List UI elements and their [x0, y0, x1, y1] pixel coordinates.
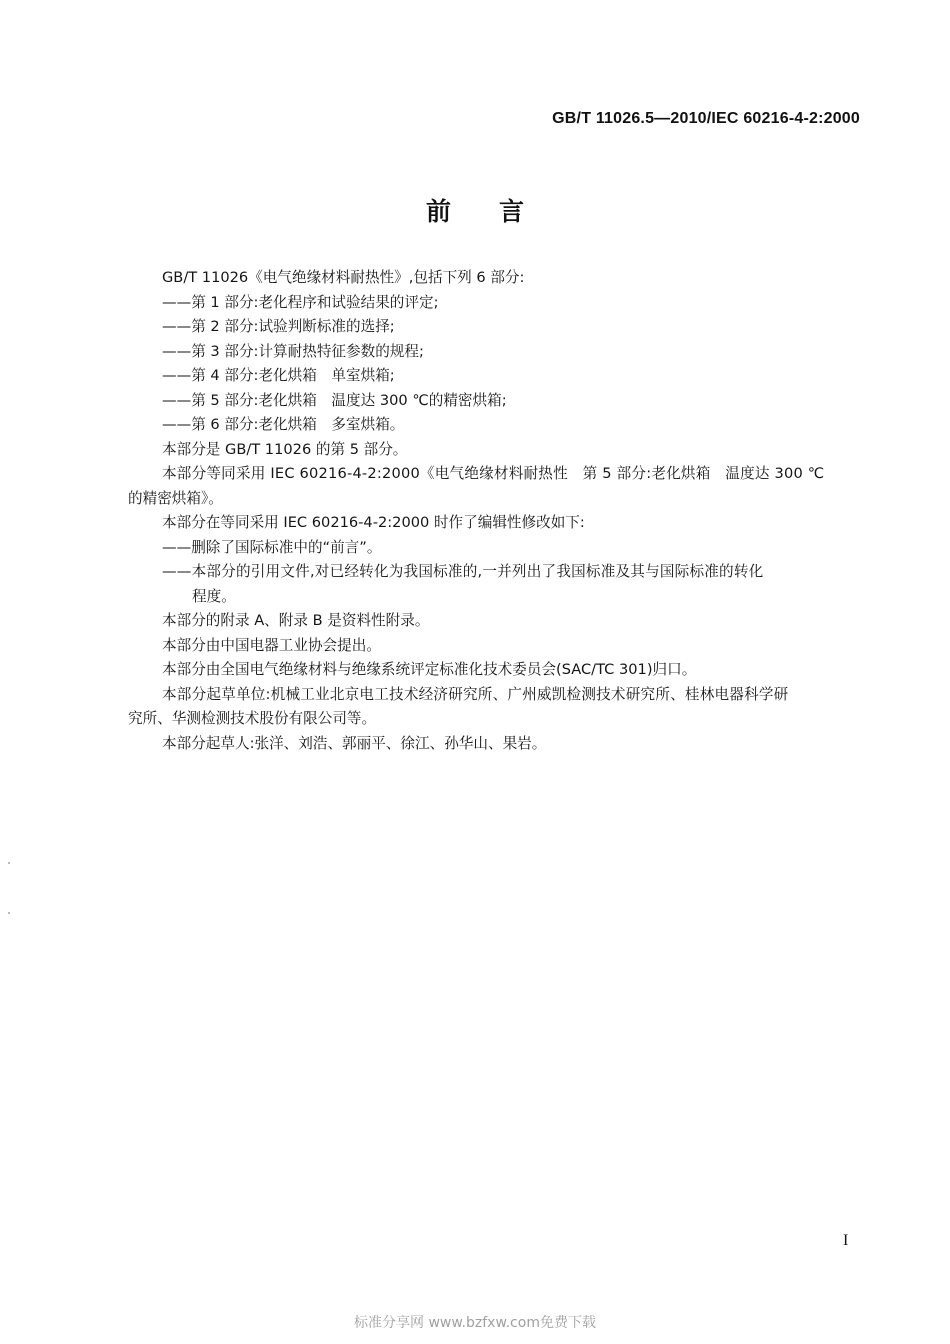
paragraph-annexes: 本部分的附录 A、附录 B 是资料性附录。 — [162, 612, 430, 629]
list-item-part-2: ——第 2 部分:试验判断标准的选择; — [162, 318, 395, 335]
title-char-2: 言 — [499, 197, 525, 226]
page-title — [0, 192, 950, 228]
paragraph-adoption-line-1: 本部分等同采用 IEC 60216-4-2:2000《电气绝缘材料耐热性 第 5 部分:老化烘箱 温度达 300 ℃ — [162, 465, 825, 482]
paragraph-proposed-by: 本部分由中国电器工业协会提出。 — [162, 636, 381, 654]
paragraph-adoption-line-2: 的精密烘箱》。 — [128, 489, 223, 507]
list-item-part-4: ——第 4 部分:老化烘箱 单室烘箱; — [162, 367, 395, 384]
paragraph-part-statement: 本部分是 GB/T 11026 的第 5 部分。 — [162, 440, 408, 458]
list-item-part-6: ——第 6 部分:老化烘箱 多室烘箱。 — [162, 416, 405, 433]
foreword-body — [128, 266, 868, 756]
list-item-part-1: ——第 1 部分:老化程序和试验结果的评定; — [162, 293, 439, 311]
paragraph-drafting-units-line-1: 本部分起草单位:机械工业北京电工技术经济研究所、广州威凯检测技术研究所、桂林电器科学研 — [162, 685, 789, 703]
paragraph-drafting-units-line-2: 究所、华测检测技术股份有限公司等。 — [128, 710, 377, 727]
paragraph-drafters: 本部分起草人:张洋、刘浩、郭丽平、徐江、孙华山、果岩。 — [162, 734, 547, 752]
paragraph-intro: GB/T 11026《电气绝缘材料耐热性》,包括下列 6 部分: — [162, 269, 525, 286]
scan-speck — [8, 862, 10, 864]
title-char-1: 前 — [425, 197, 451, 226]
scan-speck — [8, 912, 10, 914]
list-item-references-line-1: ——本部分的引用文件,对已经转化为我国标准的,一并列出了我国标准及其与国际标准的转化 — [162, 563, 764, 580]
page-number: I — [843, 1232, 849, 1249]
paragraph-modifications: 本部分在等同采用 IEC 60216-4-2:2000 时作了编辑性修改如下: — [162, 514, 585, 531]
list-item-part-3: ——第 3 部分:计算耐热特征参数的规程; — [162, 342, 424, 360]
watermark-text: 标准分享网 www.bzfxw.com免费下载 — [354, 1315, 596, 1331]
list-item-deleted-foreword: ——删除了国际标准中的“前言”。 — [162, 538, 382, 556]
list-item-references-line-2: 程度。 — [192, 587, 236, 605]
standard-code-header: GB/T 11026.5—2010/IEC 60216-4-2:2000 — [552, 110, 860, 127]
list-item-part-5: ——第 5 部分:老化烘箱 温度达 300 ℃的精密烘箱; — [162, 391, 507, 409]
paragraph-under-jurisdiction: 本部分由全国电气绝缘材料与绝缘系统评定标准化技术委员会(SAC/TC 301)归口。 — [162, 661, 697, 678]
